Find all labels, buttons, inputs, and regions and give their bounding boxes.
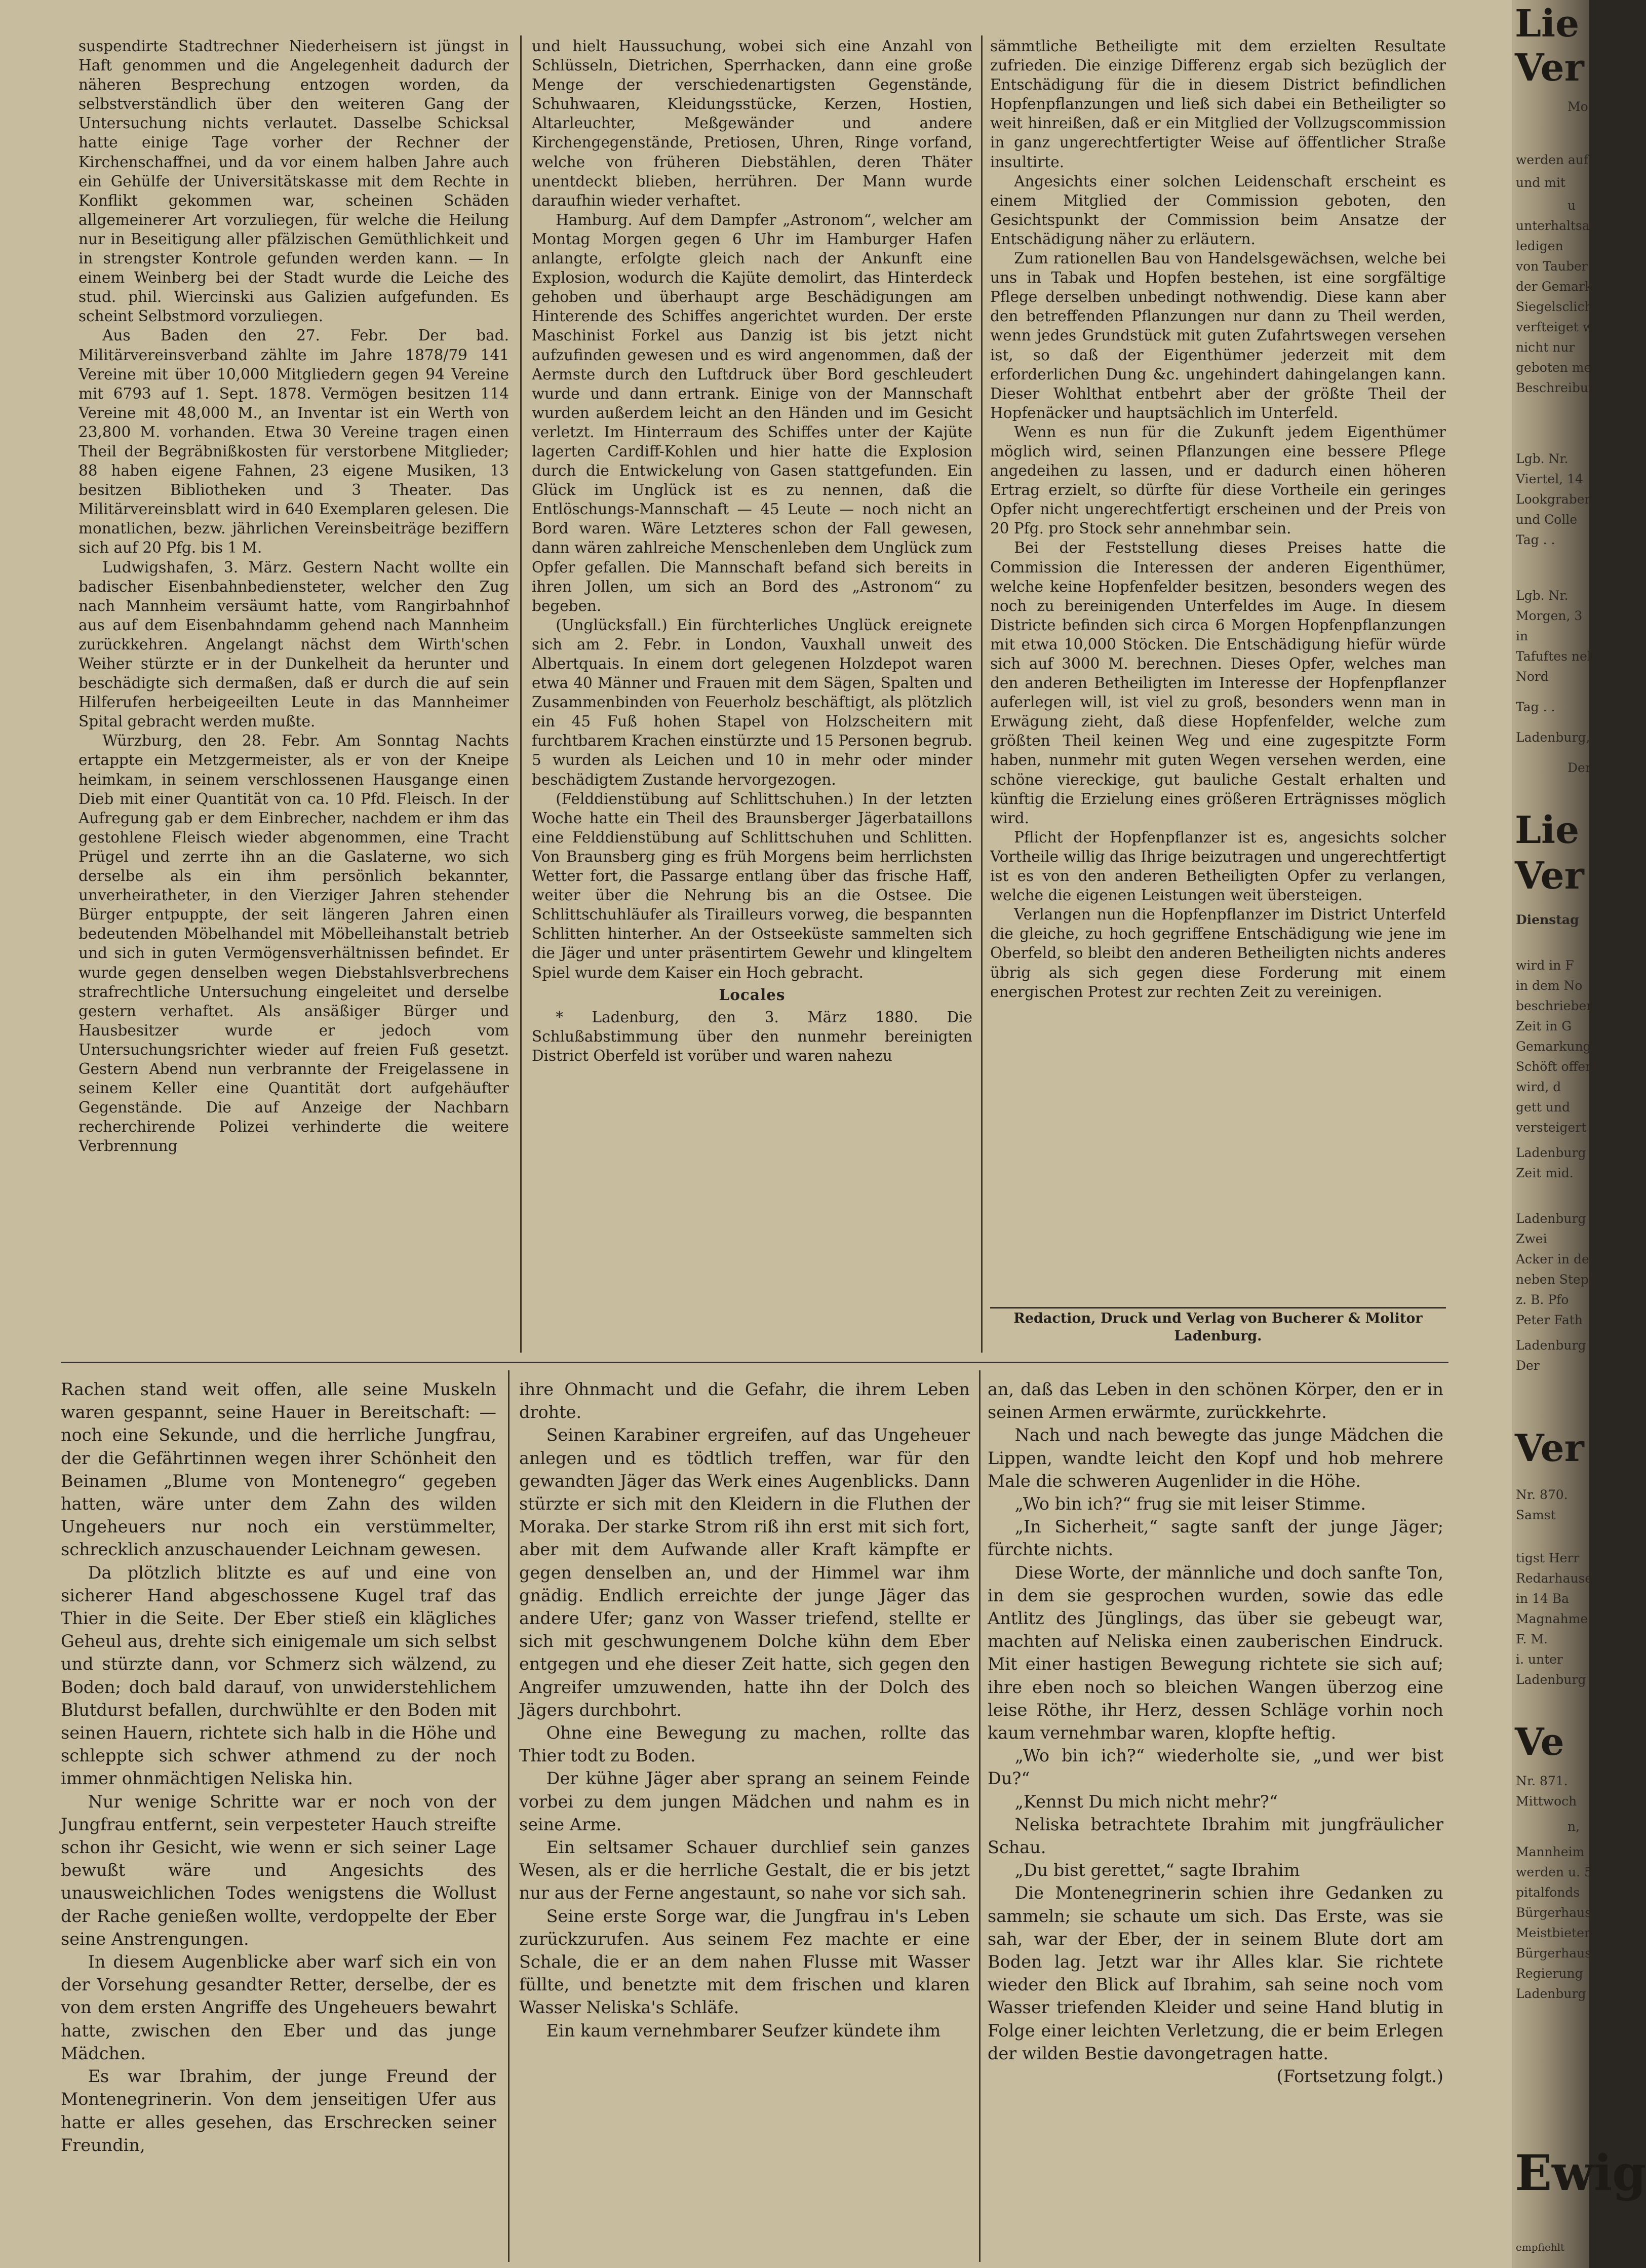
edge-fragment: wird in F: [1516, 958, 1574, 973]
column-rule: [981, 35, 983, 1353]
top-column-3: [990, 36, 1446, 1002]
edge-fragment: Der: [1516, 1358, 1540, 1373]
edge-fragment: Tag . .: [1516, 532, 1555, 547]
story-paragraph: Seine erste Sorge war, die Jungfrau in's Leben zurückzurufen. Aus seinem Fez machte er eine Schale, die er an dem nahen Flusse mit Wasser füllte, und benetzte mit dem frischen und klaren Wasser Neliska's Schläfe.: [519, 1906, 970, 2018]
edge-fragment: u: [1567, 198, 1576, 213]
edge-fragment: Bürgerhaus: [1516, 1946, 1592, 1961]
story-paragraph: Es war Ibrahim, der junge Freund der Montenegrinerin. Von dem jenseitigen Ufer aus hatte er alles gesehen, das Erschrecken seiner Freundin,: [61, 2066, 496, 2155]
edge-fragment: versteigert: [1516, 1120, 1587, 1135]
edge-fragment: tigst Herr: [1516, 1551, 1580, 1565]
column-rule: [508, 1370, 510, 2262]
article-paragraph: sämmtliche Betheiligte mit dem erzielten Resultate zufrieden. Die einzige Differenz ergab sich bezüglich der Entschädigung für die in diesem District befindlichen Hopfenpflanzungen und ließ sich dabei ein Betheiligter so weit hinreißen, daß er ein Mitglied der Vollzugscommission in ganz ungerechtfertigter Weise auf öffentlicher Straße insultirte.: [990, 37, 1446, 171]
story-paragraph: Ohne eine Bewegung zu machen, rollte das Thier todt zu Boden.: [519, 1723, 970, 1766]
edge-fragment: Beschreibung: [1516, 380, 1605, 395]
story-paragraph: „Wo bin ich?“ frug sie mit leiser Stimme.: [1014, 1494, 1366, 1514]
edge-fragment: in: [1516, 629, 1529, 643]
article-paragraph: Pflicht der Hopfenpflanzer ist es, angesichts solcher Vortheile willig das Ihrige beizutragen und ungerechtfertigt ist es von den anderen Betheiligten Opfer zu verlangen, welche die eigenen Leistungen weit übersteigen.: [990, 828, 1446, 904]
article-paragraph: Ludwigshafen, 3. März. Gestern Nacht wollte ein badischer Eisenbahnbediensteter, welcher den Zug nach Mannheim versäumt hatte, vom Rangirbahnhof aus auf dem Eisenbahndamm gehend nach Mannheim zurückkehren. Angelangt nächst dem Wirth'schen Weiher stürzte er in der Dunkelheit da herunter und beschädigte sich dermaßen, daß er durch die auf sein Hilferufen herbeigeeilten Leute in das Mannheimer Spital gebracht werden mußte.: [79, 558, 509, 731]
edge-fragment: Gemarkung: [1516, 1039, 1591, 1054]
edge-fragment: verfteiget w: [1516, 320, 1594, 334]
article-paragraph: (Unglücksfall.) Ein fürchterliches Unglück ereignete sich am 2. Febr. in London, Vauxhall unweit des Albertquais. In einem dort gelegenen Holzdepot waren etwa 40 Männer und Frauen mit dem Sägen, Spalten und Zusammenbinden von Feuerholz beschäftigt, als plötzlich ein 45 Fuß hohen Stapel von Holzscheitern mit furchtbarem Krachen einstürzte und 15 Personen begrub. 5 wurden als Leichen und 10 in mehr oder minder beschädigtem Zustande hervorgezogen.: [532, 616, 972, 788]
edge-fragment: Bürgerhaus: [1516, 1905, 1592, 1920]
edge-fragment: von Tauber: [1516, 259, 1588, 274]
edge-fragment: geboten me: [1516, 360, 1592, 375]
imprint: [990, 1310, 1446, 1345]
edge-fragment: in 14 Ba: [1516, 1591, 1570, 1606]
edge-fragment: Samst: [1516, 1508, 1556, 1522]
article-paragraph: Bei der Feststellung dieses Preises hatte die Commission die Interessen der anderen Eigenthümer, welche keine Hopfenfelder besitzen, besonders wegen des noch zu bereinigenden Unterfeldes im Auge. In diesem Districte befinden sich circa 6 Morgen Hopfenpflanzungen mit etwa 10,000 Stöcken. Die Entschädigung hiefür würde sich auf 3000 M. berechnen. Dieses Opfer, welches man den anderen Betheiligten im Interesse der Hopfenpflanzer auferlegen will, ist viel zu groß, besonders wenn man in Erwägung zieht, daß diese Hopfenfelder, welche zum größten Theil keinen Weg und eine zugespitzte Form haben, nunmehr mit guten Wegen versehen werden, eine schöne viereckige, gut bauliche Gestalt erhalten und künftig die Erzielung eines größeren Erträgnisses möglich wird.: [990, 539, 1446, 827]
edge-fragment: Morgen, 3: [1516, 608, 1583, 623]
edge-fragment: Ver: [1515, 854, 1584, 898]
story-paragraph: Ein seltsamer Schauer durchlief sein ganzes Wesen, als er die herrliche Gestalt, die er bis jetzt nur aus der Ferne angestaunt, so nahe vor sich sah.: [519, 1837, 970, 1903]
story-paragraph: Neliska betrachtete Ibrahim mit jungfräulicher Schau.: [988, 1814, 1443, 1858]
edge-fragment: Ewig: [1515, 2144, 1646, 2202]
edge-fragment: pitalfonds: [1516, 1885, 1580, 1900]
story-paragraph: In diesem Augenblicke aber warf sich ein von der Vorsehung gesandter Retter, derselbe, der es von dem ersten Angriffe des Ungeheuers bewahrt hatte, zwischen den Eber und das junge Mädchen.: [61, 1952, 496, 2063]
edge-fragment: Siegelsclichte: [1516, 299, 1605, 314]
edge-fragment: Tag . .: [1516, 700, 1555, 714]
edge-fragment: Acker in der: [1516, 1252, 1595, 1266]
story-paragraph: Seinen Karabiner ergreifen, auf das Ungeheuer anlegen und es tödtlich treffen, war für den gewandten Jäger das Werk eines Augenblicks. Dann stürzte er sich mit den Kleidern in die Fluthen der Moraka. Der starke Strom riß ihn erst mit sich fort, aber mit dem Aufwande aller Kraft kämpfte er gegen denselben an, und der Himmel war ihm gnädig. Endlich erreichte der junge Jäger das andere Ufer; ganz von Wasser triefend, stellte er sich mit geschwungenem Dolche kühn dem Eber entgegen und ehe dieser Zeit hatte, sich gegen den Angreifer umzuwenden, hatte ihn der Dolch des Jägers durchbohrt.: [519, 1425, 970, 1720]
edge-fragment: Ladenburg: [1516, 1338, 1586, 1353]
story-paragraph: Nur wenige Schritte war er noch von der Jungfrau entfernt, sein verpesteter Hauch streifte schon ihr Gesicht, wie wenn er sich seiner Lage bewußt wäre und Angesichts des unausweichlichen Todes wenigstens die Wollust der Rache genießen wollte, verdoppelte der Eber seine Anstrengungen.: [61, 1791, 496, 1949]
edge-fragment: Ve: [1515, 1720, 1564, 1764]
edge-fragment: Lgb. Nr.: [1516, 451, 1569, 466]
edge-fragment: gett und: [1516, 1100, 1571, 1114]
edge-fragment: Nord: [1516, 669, 1549, 684]
article-paragraph: * Ladenburg, den 3. März 1880. Die Schlußabstimmung über den nunmehr bereinigten District Oberfeld ist vorüber und waren nahezu: [532, 1008, 972, 1064]
edge-fragment: Ver: [1515, 46, 1584, 90]
story-paragraph: an, daß das Leben in den schönen Körper, den er in seinen Armen erwärmte, zurückkehrte.: [988, 1379, 1443, 1423]
edge-fragment: der Gemark: [1516, 279, 1593, 294]
edge-fragment: in dem No: [1516, 978, 1583, 993]
edge-fragment: n,: [1567, 1819, 1580, 1834]
edge-fragment: Schöft offenth: [1516, 1059, 1607, 1074]
edge-fragment: Der: [1567, 760, 1591, 775]
edge-fragment: unterhaltsam: [1516, 218, 1602, 233]
edge-fragment: Ver: [1515, 1427, 1584, 1470]
article-paragraph: Verlangen nun die Hopfenpflanzer im District Unterfeld die gleiche, zu hoch gegriffene Entschädigung wie jene im Oberfeld, so bleibt den anderen Betheiligten nichts anderes übrig als sich gegen diese Forderung mit einem energischen Protest zur rechten Zeit zu vereinigen.: [990, 906, 1446, 1001]
edge-fragment: Mannheim: [1516, 1844, 1585, 1859]
edge-fragment: Peter Fath: [1516, 1313, 1583, 1327]
story-paragraph: Nach und nach bewegte das junge Mädchen die Lippen, wandte leicht den Kopf und hob mehrere Male die schweren Augenlider in die Höhe.: [988, 1425, 1443, 1491]
story-paragraph: „Du bist gerettet,“ sagte Ibrahim: [1014, 1860, 1300, 1880]
story-paragraph: Da plötzlich blitzte es auf und eine von sicherer Hand abgeschossene Kugel traf das Thier in die Seite. Der Eber stieß ein klägliches Geheul aus, drehte sich einigemale um sich selbst und stürzte dann, vor Schmerz sich wälzend, zu Boden; doch bald darauf, von unwiderstehlichem Blutdurst befallen, durchwühlte er den Boden mit seinen Hauern, richtete sich halb in die Höhe und schleppte sich schwer athmend zu der noch immer ohnmächtigen Neliska hin.: [61, 1562, 496, 1789]
continuation-note: (Fortsetzung folgt.): [1276, 2066, 1443, 2087]
article-paragraph: Zum rationellen Bau von Handelsgewächsen, welche bei uns in Tabak und Hopfen bestehen, ist eine sorgfältige Pflege derselben unbedingt nothwendig. Diese kann aber den betreffenden Pflanzungen nur dann zu Theil werden, wenn jedes Grundstück mit guten Zufahrtswegen versehen ist, so daß der Eigenthümer jederzeit mit dem erforderlichen Dung &c. ungehindert dahingelangen kann. Dieser Wohlthat entbehrt aber der größte Theil der Hopfenäcker und hauptsächlich im Unterfeld.: [990, 250, 1446, 421]
article-paragraph: Angesichts einer solchen Leidenschaft erscheint es einem Mitglied der Commission geboten, den Gesichtspunkt der Commission beim Ansatze der Entschädigung näher zu erläutern.: [990, 172, 1446, 248]
edge-fragment: Lie: [1515, 2, 1580, 46]
edge-fragment: Mo: [1567, 99, 1588, 114]
edge-fragment: Regierung: [1516, 1966, 1583, 1981]
edge-fragment: wird, d: [1516, 1080, 1561, 1094]
edge-fragment: werden u. 5: [1516, 1865, 1592, 1879]
section-divider: [61, 1362, 1448, 1363]
article-paragraph: Würzburg, den 28. Febr. Am Sonntag Nachts ertappte ein Metzgermeister, als er von der Kneipe heimkam, in seinem verschlossenen Hausgange einen Dieb mit einer Quantität von ca. 10 Pfd. Fleisch. In der Aufregung gab er dem Einbrecher, nachdem er ihm das gestohlene Fleisch wieder abgenommen, eine Tracht Prügel und zerrte ihn an die Gaslaterne, wo sich derselbe als ein ihm persönlich bekannter, unverheiratheter, in den Vierziger Jahren stehender Bürger entpuppte, der seit längeren Jahren einen bedeutenden Möbelhandel mit Möbelleihanstalt betrieb und sich in guten Vermögensverhältnissen befindet. Er wurde gegen denselben wegen Diebstahlsverbrechens strafrechtliche Untersuchung eingeleitet und derselbe gestern verhaftet. Als ansäßiger Bürger und Hausbesitzer wurde er jedoch vom Untersuchungsrichter wieder auf freien Fuß gesetzt. Gestern Abend nun verbrannte der Freigelassene in seinem Keller eine Quantität dort aufgehäufter Gegenstände. Die auf Anzeige der Nachbarn recherchirende Polizei verhinderte die weitere Verbrennung: [79, 732, 509, 1155]
edge-fragment: i. unter: [1516, 1652, 1563, 1667]
feuilleton-column-2: [519, 1378, 970, 2042]
edge-fragment: werden auf: [1516, 152, 1589, 167]
story-paragraph: „In Sicherheit,“ sagte sanft der junge Jäger; fürchte nichts.: [988, 1517, 1443, 1560]
story-paragraph: ihre Ohnmacht und die Gefahr, die ihrem Leben drohte.: [519, 1379, 970, 1423]
edge-fragment: ledigen: [1516, 239, 1563, 253]
article-paragraph: (Felddienstübung auf Schlittschuhen.) In der letzten Woche hatte ein Theil des Braunsberger Jägerbataillons eine Felddienstübung auf Schlittschuhen und Schlitten. Von Braunsberg ging es früh Morgens beim herrlichsten Wetter fort, die Passarge entlang über das frische Haff, weiter über die Nehrung bis an die Ostsee. Die Schlittschuhläufer als Tirailleurs vorweg, die bespannten Schlitten hinterher. An der Ostseeküste sammelten sich die Jäger und unter präsentirtem Gewehr und klingeltem Spiel wurde dem Kaiser ein Hoch gebracht.: [532, 790, 972, 981]
imprint-place: Ladenburg.: [1174, 1328, 1262, 1344]
feuilleton-column-3: [988, 1378, 1443, 2088]
edge-fragment: Mittwoch: [1516, 1794, 1577, 1809]
article-paragraph: Aus Baden den 27. Febr. Der bad. Militärvereinsverband zählte im Jahre 1878/79 141 Vereine mit über 10,000 Mitgliedern gegen 94 Vereine mit 6793 auf 1. Sept. 1878. Vermögen besitzen 114 Vereine mit 48,000 M., an Inventar ist ein Werth von 23,800 M. vorhanden. Etwa 30 Vereine tragen einen Theil der Begräbnißkosten für verstorbene Mitglieder; 88 haben eigene Fahnen, 23 eigene Musiken, 13 besitzen Bibliotheken und 3 Theater. Das Militärvereinsblatt wird in 640 Exemplaren gelesen. Die monatlichen, bezw. jährlichen Vereinsbeiträge beziffern sich auf 20 Pfg. bis 1 M.: [79, 327, 509, 557]
story-paragraph: „Kennst Du mich nicht mehr?“: [1014, 1791, 1278, 1812]
edge-fragment: Dienstag: [1516, 912, 1579, 927]
article-paragraph: Hamburg. Auf dem Dampfer „Astronom“, welcher am Montag Morgen gegen 6 Uhr im Hamburger Hafen anlangte, erfolgte gleich nach der Ankunft eine Explosion, wodurch die Kajüte demolirt, das Hinterdeck gehoben und überhaupt arge Beschädigungen am Hinterende des Schiffes angerichtet wurden. Der erste Maschinist Forkel aus Danzig ist bis jetzt nicht aufzufinden gewesen und es wird angenommen, daß der Aermste durch den Luftdruck über Bord geschleudert wurde und dann ertrank. Einige von der Mannschaft wurden außerdem leicht an den Händen und im Gesicht verletzt. Im Hinterraum des Schiffes unter der Kajüte lagerten Cardiff-Kohlen und hier hatte die Explosion durch die Entwickelung von Gasen stattgefunden. Ein Glück im Unglück ist es zu nennen, daß die Entlöschungs-Mannschaft — 45 Leute — noch nicht an Bord waren. Wäre Letzteres schon der Fall gewesen, dann wären zahlreiche Menschenleben dem Unglück zum Opfer gefallen. Die Mannschaft befand sich bereits in ihren Jollen, um sich an Bord des „Astronom“ zu begeben.: [532, 211, 972, 614]
edge-fragment: beschriebene: [1516, 998, 1602, 1013]
edge-fragment: Ladenburg: [1516, 1672, 1586, 1687]
edge-fragment: Tafuftes nebe: [1516, 649, 1603, 664]
edge-fragment: Lookgraben,: [1516, 492, 1597, 507]
section-heading-locales: Locales: [719, 985, 786, 1004]
adjacent-page-edge: [1512, 0, 1646, 2268]
top-column-2: [532, 36, 972, 1065]
edge-fragment: und Colle: [1516, 512, 1578, 527]
story-paragraph: Ein kaum vernehmbarer Seufzer kündete ihm: [546, 2020, 941, 2041]
edge-fragment: Lgb. Nr.: [1516, 588, 1569, 603]
edge-fragment: F. M.: [1516, 1632, 1548, 1646]
edge-fragment: Zwei: [1516, 1232, 1547, 1246]
edge-fragment: z. B. Pfo: [1516, 1292, 1569, 1307]
column-rule: [520, 35, 522, 1353]
article-paragraph: suspendirte Stadtrechner Niederheisern ist jüngst in Haft genommen und die Angelegenheit dadurch der näheren Besprechung entzogen worden, da selbstverständlich über den weiteren Gang der Untersuchung nichts verlautet. Dasselbe Schicksal hatte einige Tage vorher der Rechner der Kirchenschaffnei, und da vor einem halben Jahre auch ein Gehülfe der Universitätskasse mit dem Rechte in Konflikt gekommen war, scheinen Schäden allgemeinerer Art vorzuliegen, für welche die Heilung nur in Beseitigung aller pfälzischen Gemüthlichkeit und in strengster Kontrole gefunden werden kann. — In einem Weinberg bei der Stadt wurde die Leiche des stud. phil. Wiercinski aus Galizien aufgefunden. Es scheint Selbstmord vorzuliegen.: [79, 37, 509, 325]
edge-fragment: Meistbietende: [1516, 1926, 1608, 1940]
edge-fragment: neben Stephan: [1516, 1272, 1613, 1287]
top-column-1: [79, 36, 509, 1156]
edge-fragment: Viertel, 14: [1516, 472, 1583, 486]
story-paragraph: Diese Worte, der männliche und doch sanfte Ton, in dem sie gesprochen wurden, sowie das edle Antlitz des Jünglings, das über sie gebeugt war, machten auf Neliska einen zauberischen Eindruck. Mit einer hastigen Bewegung richtete sie sich auf; ihre eben noch so bleichen Wangen überzog eine leise Röthe, ihr Herz, dessen Schläge vorhin noch kaum vernehmbar waren, klopfte heftig.: [988, 1562, 1443, 1743]
imprint-rule: [990, 1307, 1446, 1309]
edge-fragment: und mit: [1516, 175, 1565, 190]
feuilleton-column-1: [61, 1378, 496, 2157]
story-paragraph: „Wo bin ich?“ wiederholte sie, „und wer bist Du?“: [988, 1746, 1443, 1789]
story-paragraph: Rachen stand weit offen, alle seine Muskeln waren gespannt, seine Hauer in Bereitschaft: — noch eine Sekunde, und die herrliche Jungfrau, der die Gefährtinnen wegen ihrer Schönheit den Beinamen „Blume von Montenegro“ gegeben hatten, wäre unter dem Zahn des wilden Ungeheuers nur noch ein verstümmelter, schrecklich anzuschauender Leichnam gewesen.: [61, 1379, 496, 1560]
edge-fragment: nicht nur: [1516, 340, 1575, 355]
edge-fragment: Ladenburg: [1516, 1986, 1586, 2001]
edge-fragment: Ladenburg,: [1516, 730, 1590, 745]
imprint-publisher: Redaction, Druck und Verlag von Bucherer & Molitor: [1013, 1311, 1423, 1326]
edge-fragment: Ladenburg: [1516, 1145, 1586, 1160]
article-paragraph: Wenn es nun für die Zukunft jedem Eigenthümer möglich wird, seinen Pflanzungen eine bessere Pflege angedeihen zu lassen, und er dadurch einen höheren Ertrag erzielt, so dürfte für diese Vortheile ein geringes Opfer nicht ungerechtfertigt erscheinen und der Preis von 20 Pfg. pro Stock sehr annehmbar sein.: [990, 423, 1446, 537]
edge-fragment: Ladenburg: [1516, 1211, 1586, 1226]
edge-fragment: Redarhausen: [1516, 1571, 1601, 1586]
story-paragraph: Die Montenegrinerin schien ihre Gedanken zu sammeln; sie schaute um sich. Das Erste, was sie sah, war der Eber, der in seinem Blute dort am Boden lag. Jetzt war ihr Alles klar. Sie richtete wieder den Blick auf Ibrahim, sah seine noch vom Wasser triefenden Kleider und seine Hand blutig in Folge einer leichten Verletzung, die er beim Erlegen der wilden Bestie davongetragen hatte.: [988, 1883, 1443, 2063]
story-paragraph: Der kühne Jäger aber sprang an seinem Feinde vorbei zu dem jungen Mädchen und nahm es in seine Arme.: [519, 1769, 970, 1834]
edge-fragment: Zeit in G: [1516, 1019, 1572, 1033]
edge-fragment: Zeit mid.: [1516, 1166, 1574, 1180]
edge-fragment: Magnahme: [1516, 1611, 1588, 1626]
edge-fragment: Nr. 871.: [1516, 1774, 1568, 1788]
edge-fragment: Nr. 870.: [1516, 1487, 1568, 1502]
article-paragraph: und hielt Haussuchung, wobei sich eine Anzahl von Schlüsseln, Dietrichen, Sperrhacken, dann eine große Menge der verschiedenartigsten Gegenstände, Schuhwaaren, Kleidungsstücke, Kerzen, Hostien, Altarleuchter, Meßgewänder und andere Kirchengegenstände, Pretiosen, Uhren, Ringe vorfand, welche von früheren Diebstählen, deren Thäter unentdeckt blieben, herrühren. Der Mann wurde daraufhin wieder verhaftet.: [532, 37, 972, 209]
edge-fragment: empfiehlt: [1516, 2241, 1565, 2253]
column-rule: [979, 1370, 981, 2262]
edge-fragment: Lie: [1515, 809, 1580, 852]
